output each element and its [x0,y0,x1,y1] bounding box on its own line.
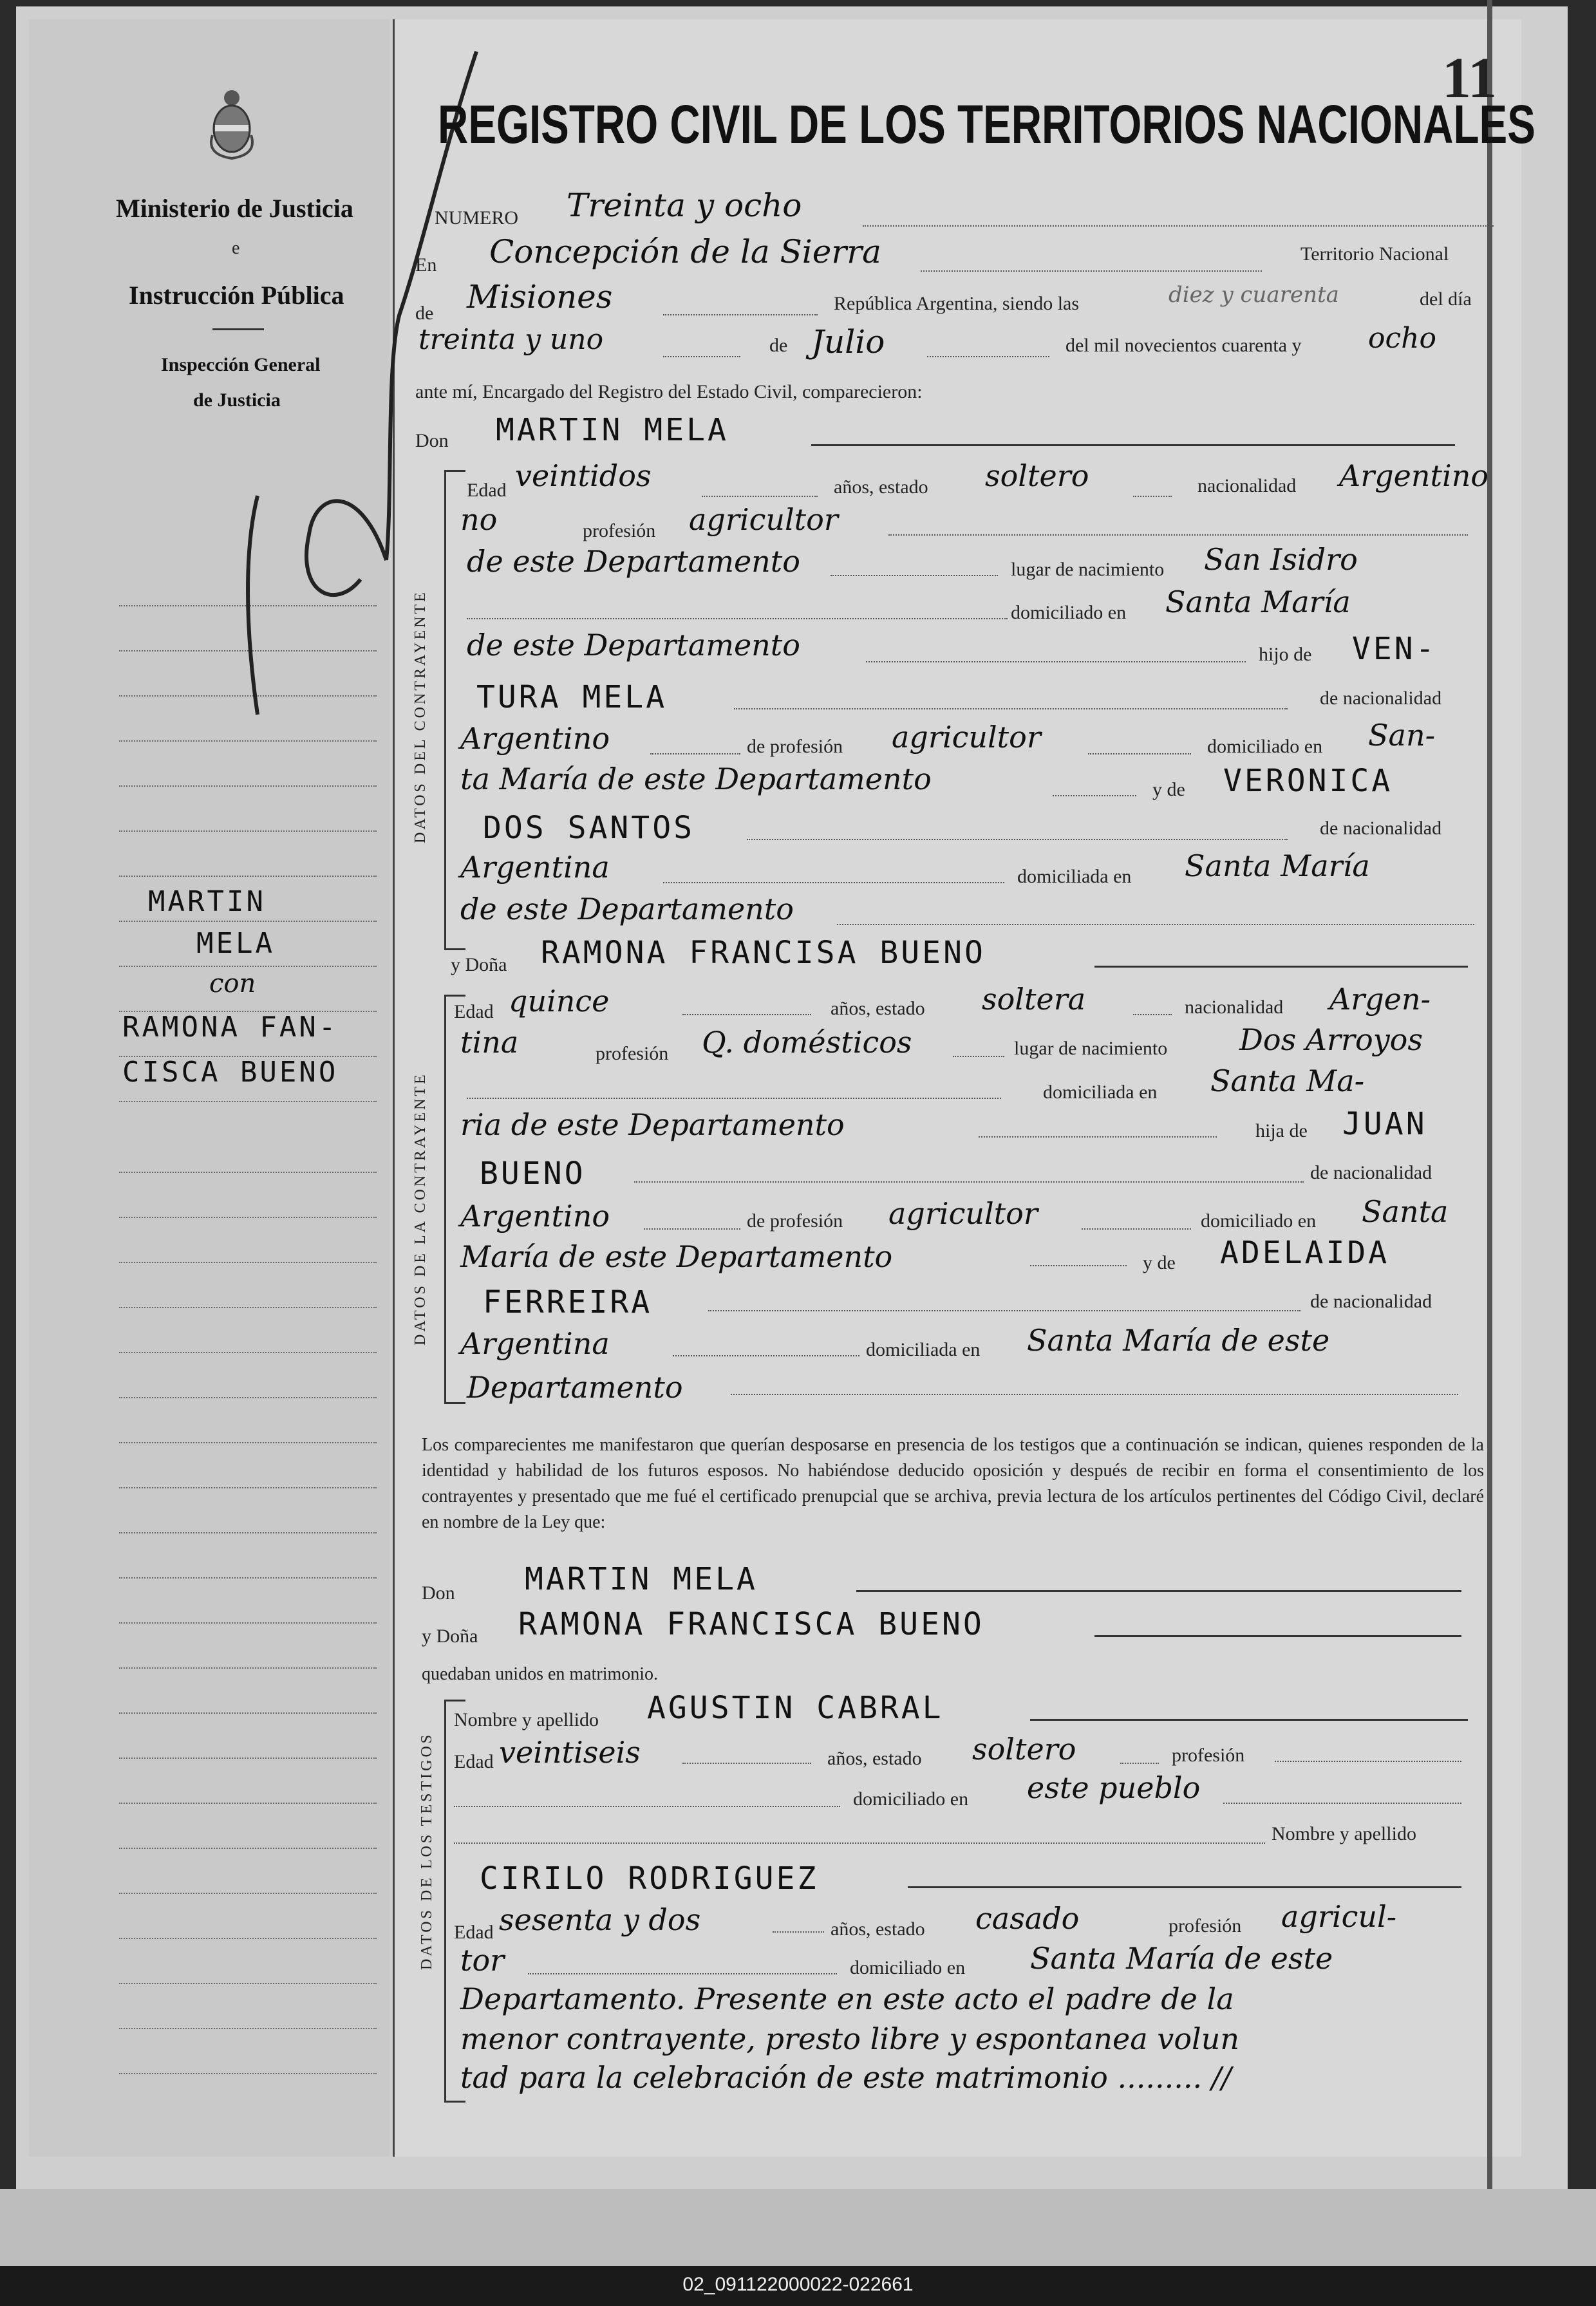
margin-line [119,740,377,742]
label-edad-3: Edad [454,1751,494,1772]
bride-nacionalidad-2: tina [460,1025,519,1060]
groom-father-1: VEN- [1352,631,1437,667]
label-de: de [415,303,434,324]
label-y-de: y de [1152,779,1185,800]
label-ante-mi: ante mí, Encargado del Registro del Estado Civil, comparecieron: [415,381,923,402]
margin-note-line3: con [209,969,256,998]
label-de-nacionalidad: de nacionalidad [1320,688,1442,709]
margin-line [119,966,377,967]
witness1-estado: soltero [972,1732,1076,1767]
bride-mother-2: FERREIRA [483,1284,653,1320]
margin-line [119,1101,377,1102]
margin-line [119,1622,377,1624]
groom-name: MARTIN MELA [496,412,729,448]
label-de-nacionalidad-4: de nacionalidad [1310,1291,1432,1312]
groom-estado: soltero [985,458,1089,493]
label-de-nacionalidad-2: de nacionalidad [1320,818,1442,839]
field-line [467,1098,1001,1099]
label-domiciliado-en-5: domiciliado en [850,1957,966,1978]
margin-line [119,1262,377,1263]
field-line [1094,1635,1461,1637]
value-anio: ocho [1368,322,1436,355]
label-domiciliado-en-4: domiciliado en [853,1788,969,1810]
margin-line [119,2073,377,2074]
margin-line [119,1442,377,1443]
label-del-dia: del día [1420,288,1472,310]
bride-mother-dom-1: Santa María de este [1027,1323,1330,1358]
label-quedaban: quedaban unidos en matrimonio. [422,1664,659,1684]
groom-nacionalidad-1: Argentino [1339,458,1489,493]
field-line [1030,1719,1468,1721]
label-nombre-apellido: Nombre y apellido [454,1709,599,1730]
label-nacionalidad: nacionalidad [1197,475,1297,496]
image-id-caption: 02_091122000022-022661 [682,2274,914,2295]
field-line [908,1886,1461,1888]
bride-father-1: JUAN [1342,1106,1427,1142]
groom-father-nac: Argentino [460,721,610,756]
bride-father-prof: agricultor [888,1196,1038,1231]
groom-domicilio: Santa María [1165,585,1351,619]
field-line [467,618,1008,619]
field-line [1133,1014,1172,1015]
label-domiciliado-en-2: domiciliado en [1207,736,1323,757]
label-domiciliada-en-3: domiciliada en [866,1339,981,1360]
field-line [921,270,1262,272]
bride-mother-nac: Argentina [460,1326,610,1361]
margin-line [119,1577,377,1579]
field-line [682,1014,811,1015]
label-edad: Edad [467,480,507,501]
margin-line [119,785,377,787]
groom-profesion: agricultor [689,502,838,537]
value-mes: Julio [811,323,885,361]
field-line [1094,966,1468,968]
field-line [979,1136,1217,1138]
margin-line [119,1983,377,1984]
declared-dona: RAMONA FRANCISCA BUENO [518,1606,984,1642]
side-label-testigos: DATOS DE LOS TESTIGOS [418,1732,435,1970]
label-del-mil: del mil novecientos cuarenta y [1066,335,1302,356]
label-hija-de: hija de [1255,1120,1308,1141]
margin-note-line1: MARTIN [148,885,266,918]
label-anos-estado-3: años, estado [827,1748,922,1769]
field-line [708,1310,1300,1311]
label-profesion-4: profesión [1169,1915,1242,1936]
field-line [682,1763,811,1764]
label-profesion-2: profesión [596,1043,669,1064]
field-line [1088,753,1191,755]
declared-don: MARTIN MELA [525,1561,758,1597]
field-line [856,1590,1461,1592]
label-anos-estado-4: años, estado [831,1918,925,1940]
field-line [644,1228,740,1230]
field-line [663,356,740,357]
margin-note-line4: RAMONA FAN- [122,1011,339,1044]
label-edad-4: Edad [454,1922,494,1943]
label-de-profesion: de profesión [747,736,843,757]
margin-line [119,830,377,832]
margin-line [119,1712,377,1714]
witness2-estado: casado [975,1901,1080,1936]
label-lugar-nacimiento: lugar de nacimiento [1011,559,1165,580]
ministry-line1: Ministerio de Justicia [116,194,353,223]
label-numero: NUMERO [435,207,519,229]
label-lugar-nacimiento-2: lugar de nacimiento [1014,1038,1168,1059]
margin-line [119,1352,377,1353]
value-numero: Treinta y ocho [567,187,802,224]
label-y-dona-2: y Doña [422,1626,478,1647]
label-domiciliada-en-2: domiciliada en [1043,1082,1158,1103]
field-line [1133,496,1172,497]
inspeccion-line2: de Justicia [193,389,281,411]
label-y-de-2: y de [1143,1252,1176,1273]
margin-line [119,1938,377,1939]
margin-note-line2: MELA [196,927,275,960]
groom-nacimiento-dep: de este Departamento [467,544,800,579]
groom-mother-dom-dep: de este Departamento [460,892,794,926]
field-line [831,575,998,576]
value-de: Misiones [467,278,613,315]
field-line [1120,1763,1159,1764]
groom-domicilio-dep: de este Departamento [467,628,800,662]
field-line [734,708,1288,709]
value-hora: diez y cuarenta [1169,282,1339,308]
margin-line [119,1532,377,1533]
witness2-notes-3: tad para la celebración de este matrimonio ......... // [460,2060,1232,2095]
bride-father-nac: Argentino [460,1199,610,1233]
label-nombre-apellido-2: Nombre y apellido [1272,1823,1416,1844]
label-en: En [415,254,437,276]
margin-line [119,2028,377,2029]
witness1-name: AGUSTIN CABRAL [647,1690,944,1726]
field-line [811,444,1455,446]
label-profesion-3: profesión [1172,1745,1245,1766]
margin-line [119,1848,377,1849]
witness2-edad: sesenta y dos [499,1902,701,1937]
label-domiciliada-en: domiciliada en [1017,866,1132,887]
side-label-la-contrayente: DATOS DE LA CONTRAYENTE [412,1072,429,1345]
bottom-strip [0,2189,1596,2266]
field-line [1030,1265,1127,1266]
ministry-line2: Instrucción Pública [129,281,344,310]
groom-mother-nac: Argentina [460,850,610,885]
groom-father-dom-2: ta María de este Departamento [460,762,932,796]
margin-note-line5: CISCA BUENO [122,1056,339,1089]
field-line [663,882,1004,883]
value-en: Concepción de la Sierra [489,233,881,270]
bride-edad: quince [509,984,610,1018]
label-de-nacionalidad-3: de nacionalidad [1310,1162,1432,1183]
margin-line [119,1893,377,1894]
groom-edad: veintidos [515,458,652,493]
margin-line [119,1397,377,1398]
label-anos-estado-2: años, estado [831,998,925,1019]
field-line [863,225,1494,227]
field-line [663,314,818,315]
document-title: REGISTRO CIVIL DE LOS TERRITORIOS NACIONALES [438,94,1535,155]
label-domiciliado-en-3: domiciliado en [1201,1210,1317,1232]
groom-father-dom-1: San- [1368,718,1436,753]
label-profesion: profesión [583,520,656,541]
field-line [888,534,1468,536]
field-line [702,496,818,497]
inspeccion-line1: Inspección General [161,354,321,375]
field-line [528,1973,837,1974]
field-line [837,924,1474,925]
groom-mother-1: VERONICA [1223,763,1393,799]
margin-line [119,1803,377,1804]
label-territorio: Territorio Nacional [1300,243,1449,265]
label-de-mes: de [769,335,788,356]
groom-nacionalidad-2: no [460,502,498,537]
label-don: Don [415,430,449,451]
groom-father-prof: agricultor [892,720,1041,755]
field-line [747,839,1288,840]
field-line [731,1394,1458,1395]
groom-lugar-nacimiento: San Isidro [1204,542,1358,577]
witness1-domicilio: este pueblo [1027,1770,1201,1805]
witness2-profesion-1: agricul- [1281,1899,1397,1934]
witness2-notes-1: Departamento. Presente en este acto el padre de la [460,1982,1234,2016]
margin-line [119,1667,377,1669]
field-line [866,661,1246,662]
margin-line [119,1172,377,1173]
witness2-profesion-2: tor [460,1943,505,1978]
label-anos-estado: años, estado [834,476,928,498]
field-line [634,1181,1304,1183]
bride-lugar-nacimiento: Dos Arroyos [1239,1022,1423,1057]
bride-mother-dom-2: Departamento [467,1370,683,1405]
label-edad-2: Edad [454,1001,494,1022]
witness2-name: CIRILO RODRIGUEZ [480,1861,819,1897]
label-don-2: Don [422,1582,455,1604]
field-line [927,356,1049,357]
ministry-e: e [232,238,240,258]
field-line [773,1931,824,1933]
bride-father-2: BUENO [480,1156,586,1192]
witness1-edad: veintiseis [499,1735,641,1770]
margin-line [119,1487,377,1488]
witness2-notes-2: menor contrayente, presto libre y espontanea volun [460,2021,1239,2056]
bride-father-dom-1: Santa [1362,1194,1449,1229]
groom-mother-2: DOS SANTOS [483,810,695,846]
groom-father-2: TURA MELA [476,679,668,715]
field-line [1053,795,1136,796]
label-republica: República Argentina, siendo las [834,293,1080,314]
margin-line [119,876,377,877]
bride-mother-1: ADELAIDA [1220,1235,1390,1271]
bride-domicilio-2: ria de este Departamento [460,1107,845,1142]
field-line [1082,1228,1191,1230]
field-line [953,1056,1004,1057]
value-dia: treinta y uno [418,323,604,356]
label-domiciliado-en: domiciliado en [1011,602,1127,623]
page-edge [1487,0,1492,2234]
groom-mother-dom: Santa María [1185,848,1370,883]
margin-line [119,1217,377,1218]
side-label-contrayente: DATOS DEL CONTRAYENTE [412,590,429,843]
margin-line [119,921,377,922]
bride-estado: soltera [982,982,1086,1017]
field-line [650,753,740,755]
field-line [454,1806,840,1807]
label-de-profesion-2: de profesión [747,1210,843,1232]
bride-nacionalidad-1: Argen- [1329,982,1431,1017]
margin-line [119,1758,377,1759]
margin-line [119,1307,377,1308]
folio-number: 11 [1442,46,1497,110]
field-line [1275,1761,1461,1762]
bride-name: RAMONA FRANCISA BUENO [541,935,986,971]
bride-domicilio-1: Santa Ma- [1210,1064,1365,1098]
label-y-dona: y Doña [451,954,507,975]
bride-father-dom-2: María de este Departamento [460,1239,893,1274]
label-hijo-de: hijo de [1259,644,1312,665]
field-line [454,1842,1265,1844]
field-line [673,1355,859,1356]
bride-profesion: Q. domésticos [702,1025,912,1060]
declaration-paragraph: Los comparecientes me manifestaron que querían desposarse en presencia de los testigos que a continuación se indican, quienes responden de la identidad y habilidad de los futuros esposos. No habiéndose deducido oposición y después de recibir en forma el consentimiento de los contrayentes y presentado que me fué el certificado prenupcial que se archiva, previa lectura de los artículos pertinentes del Código Civil, declaré en nombre de la Ley que: [422,1435,1484,1532]
label-nacionalidad-2: nacionalidad [1185,997,1284,1018]
witness2-domicilio: Santa María de este [1030,1941,1333,1976]
field-line [1223,1803,1461,1804]
